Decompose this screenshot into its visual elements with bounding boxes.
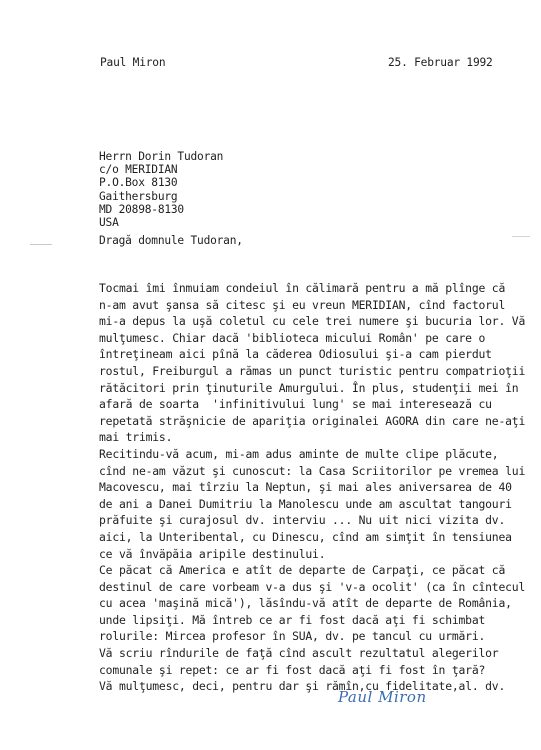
recipient-address: Herrn Dorin Tudoran c/o MERIDIAN P.O.Box 8130 Gaithersburg MD 20898-8130 USA <box>99 150 224 230</box>
sender-name: Paul Miron <box>100 56 166 69</box>
letter-date: 25. Februar 1992 <box>388 56 493 69</box>
salutation: Dragă domnule Tudoran, <box>99 234 243 247</box>
letter-body: Tocmai îmi înmuiam condeiul în călimară pentru a mă plînge că n-am avut şansa să citesc şi eu vreun MERIDIAN, cînd factorul mi-a depus la uşă coletul cu cele trei numere şi bucuria lor. Vă mulţumesc. Chiar dacă 'biblioteca micului Român' pe care o întreţineam aici pînă la căderea Odiosului şi-a cam pierdut rostul, Freiburgul a rămas un punct turistic pentru compatrioţii rătăcitori prin ţinuturile Amurgului. În plus, studenţii mei în afară de soarta 'infinitivului lung' se mai interesează cu repetată străşnicie de apariţia originalei AGORA din care ne-aţi mai trimis. Recitindu-vă acum, mi-am adus aminte de multe clipe plăcute, cînd ne-am văzut şi cunoscut: la Casa Scriitorilor pe vremea lui Macovescu, mai tîrziu la Neptun, şi mai ales aniversarea de 40 de ani a Danei Dumitriu la Manolescu unde am ascultat tangouri prăfuite şi curajosul dv. interviu ... Nu uit nici vizita dv. aici, la Unteribental, cu Dinescu, cînd am simţit în tensiunea ce vă înväpăia aripile destinului. Ce păcat că America e atît de departe de Carpaţi, ce păcat că destinul de care vorbeam v-a dus şi 'v-a ocolit' (ca în cîntecul cu acea 'maşină mică'), lăsîndu-vă atît de departe de România, unde lipsiţi. Mă întreb ce ar fi fost dacă aţi fi schimbat rolurile: Mircea profesor în SUA, dv. pe tancul cu urmări. Vă scriu rîndurile de faţă cînd ascult rezultatul alegerilor comunale şi repet: ce ar fi fost dacă aţi fi fost în ţară? Vă mulţumesc, deci, pentru dar şi rămîn,cu fidelitate,al. dv. <box>99 281 526 694</box>
margin-mark <box>30 244 52 245</box>
handwritten-signature: Paul Miron <box>338 688 427 706</box>
margin-mark <box>512 236 530 237</box>
